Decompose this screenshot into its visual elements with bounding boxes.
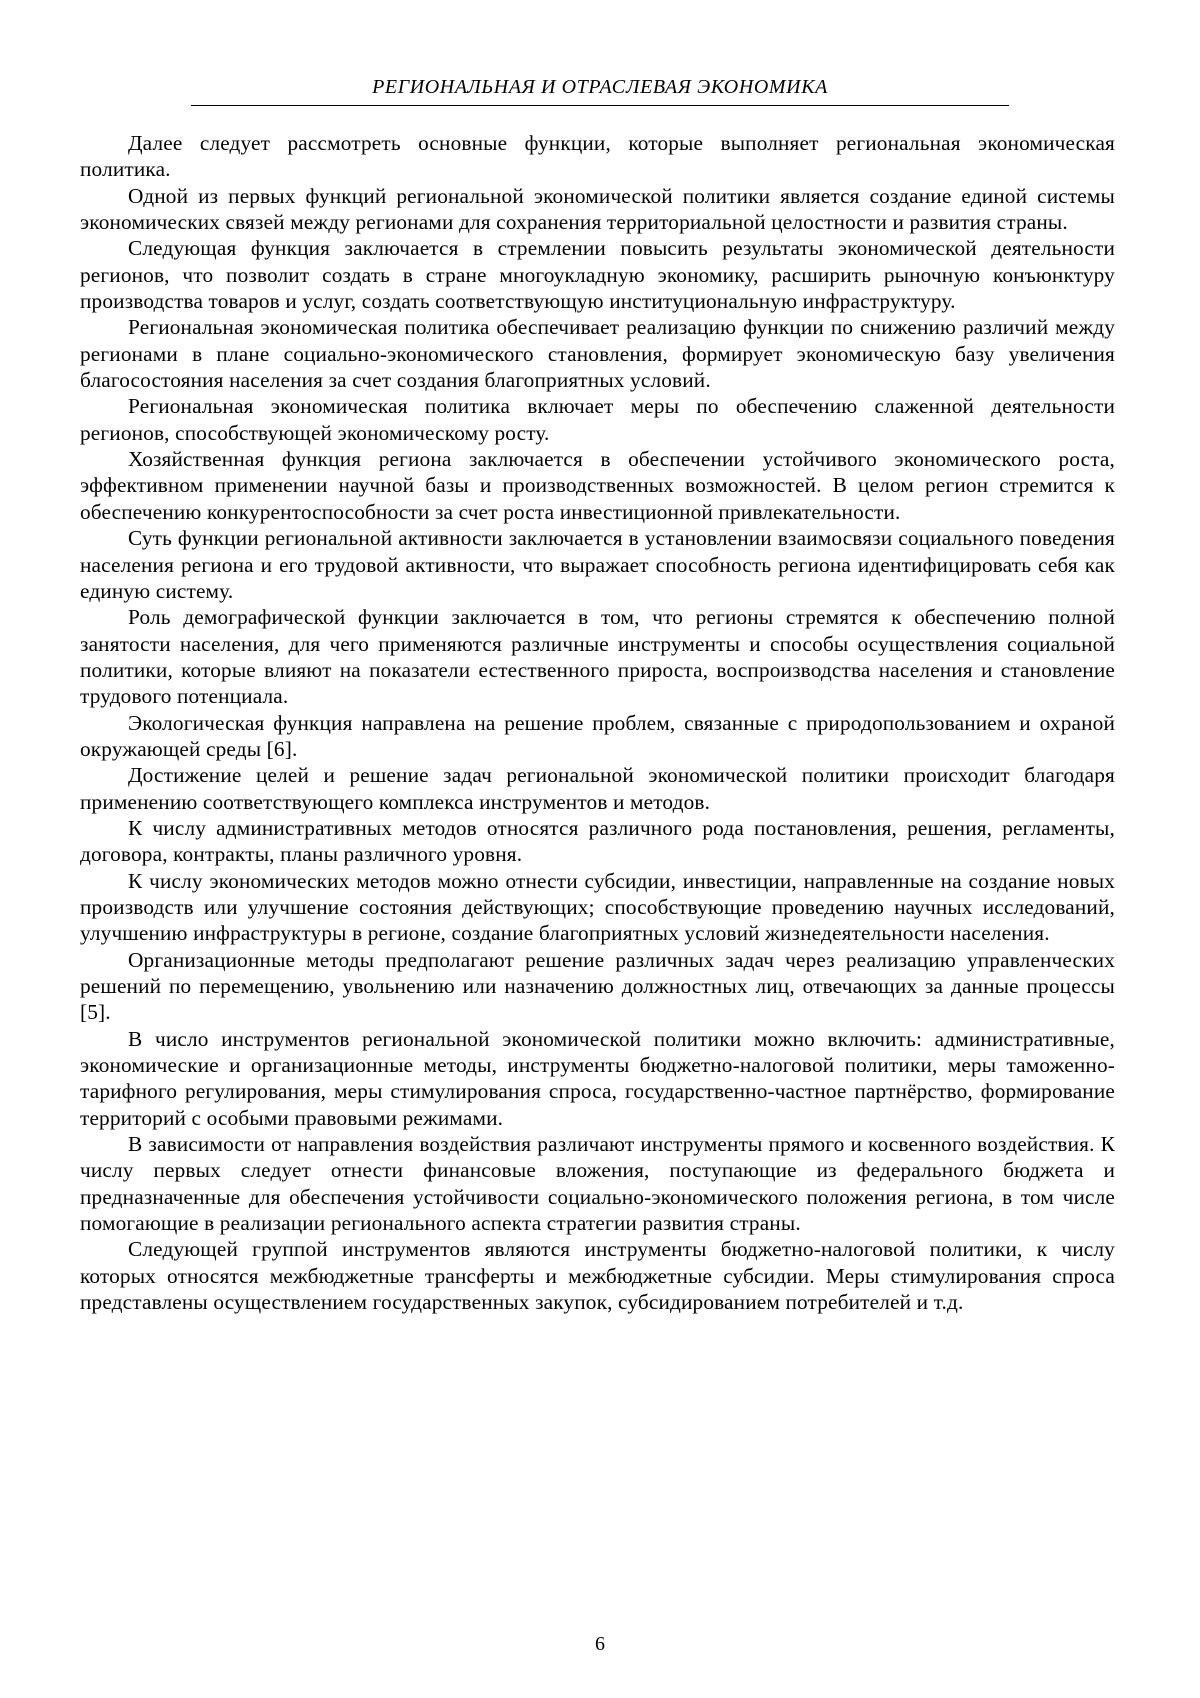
paragraph: Региональная экономическая политика обеспечивает реализацию функции по снижению различий между регионами в плане социально-экономического становления, формирует экономическую базу увеличения благосостояния населения за счет создания благоприятных условий.: [80, 315, 1115, 393]
paragraph: Суть функции региональной активности заключается в установлении взаимосвязи социального поведения населения региона и его трудовой активности, что выражает способность региона идентифицировать себя как единую систему.: [80, 526, 1115, 603]
paragraph: Далее следует рассмотреть основные функции, которые выполняет региональная экономическая политика.: [80, 131, 1115, 182]
paragraph: Следующая функция заключается в стремлении повысить результаты экономической деятельности регионов, что позволит создать в стране многоукладную экономику, расширить рыночную конъюнктуру производства товаров и услуг, создать соответствующую институциональную инфраструктуру.: [80, 236, 1115, 314]
header-rule: [191, 105, 1009, 106]
paragraph: Региональная экономическая политика включает меры по обеспечению слаженной деятельности регионов, способствующей экономическому росту.: [80, 394, 1115, 445]
paragraph: Экологическая функция направлена на решение проблем, связанные с природопользованием и охраной окружающей среды [6].: [80, 710, 1115, 761]
paragraph: В зависимости от направления воздействия различают инструменты прямого и косвенного воздействия. К числу первых следует отнести финансовые вложения, поступающие из федерального бюджета и предназначенные для обеспечения устойчивости социально-экономического положения региона, в том числе помогающие в реализации регионального аспекта стратегии развития страны.: [80, 1132, 1115, 1236]
page-number: 6: [595, 1633, 605, 1655]
paragraph: Следующей группой инструментов являются инструменты бюджетно-налоговой политики, к числу которых относятся межбюджетные трансферты и межбюджетные субсидии. Меры стимулирования спроса представлены осуществлением государственных закупок, субсидированием потребителей и т.д.: [80, 1237, 1115, 1315]
running-header-title: РЕГИОНАЛЬНАЯ И ОТРАСЛЕВАЯ ЭКОНОМИКА: [372, 76, 828, 98]
paragraph: К числу административных методов относятся различного рода постановления, решения, регламенты, договора, контракты, планы различного уровня.: [80, 815, 1115, 867]
paragraph: К числу экономических методов можно отнести субсидии, инвестиции, направленные на создание новых производств или улучшение состояния действующих; способствующие проведению научных исследований, улучшению инфраструктуры в регионе, создание благоприятных условий жизнедеятельности населения.: [80, 868, 1115, 946]
body-text: [80, 130, 1115, 1315]
paragraph: Хозяйственная функция региона заключается в обеспечении устойчивого экономического роста, эффективном применении научной базы и производственных возможностей. В целом регион стремится к обеспечению конкурентоспособности за счет роста инвестиционной привлекательности.: [80, 447, 1115, 524]
paragraph: Роль демографической функции заключается в том, что регионы стремятся к обеспечению полной занятости населения, для чего применяются различные инструменты и способы осуществления социальной политики, которые влияют на показатели естественного прироста, воспроизводства населения и становление трудового потенциала.: [80, 605, 1115, 709]
paragraph: В число инструментов региональной экономической политики можно включить: административные, экономические и организационные методы, инструменты бюджетно-налоговой политики, меры таможенно-тарифного регулирования, меры стимулирования спроса, государственно-частное партнёрство, формирование территорий с особыми правовыми режимами.: [80, 1026, 1115, 1130]
paragraph: Достижение целей и решение задач региональной экономической политики происходит благодаря применению соответствующего комплекса инструментов и методов.: [80, 763, 1115, 814]
paragraph: Организационные методы предполагают решение различных задач через реализацию управленческих решений по перемещению, увольнению или назначению должностных лиц, отвечающих за данные процессы [5].: [80, 947, 1115, 1025]
paragraph: Одной из первых функций региональной экономической политики является создание единой системы экономических связей между регионами для сохранения территориальной целостности и развития страны.: [80, 183, 1115, 235]
